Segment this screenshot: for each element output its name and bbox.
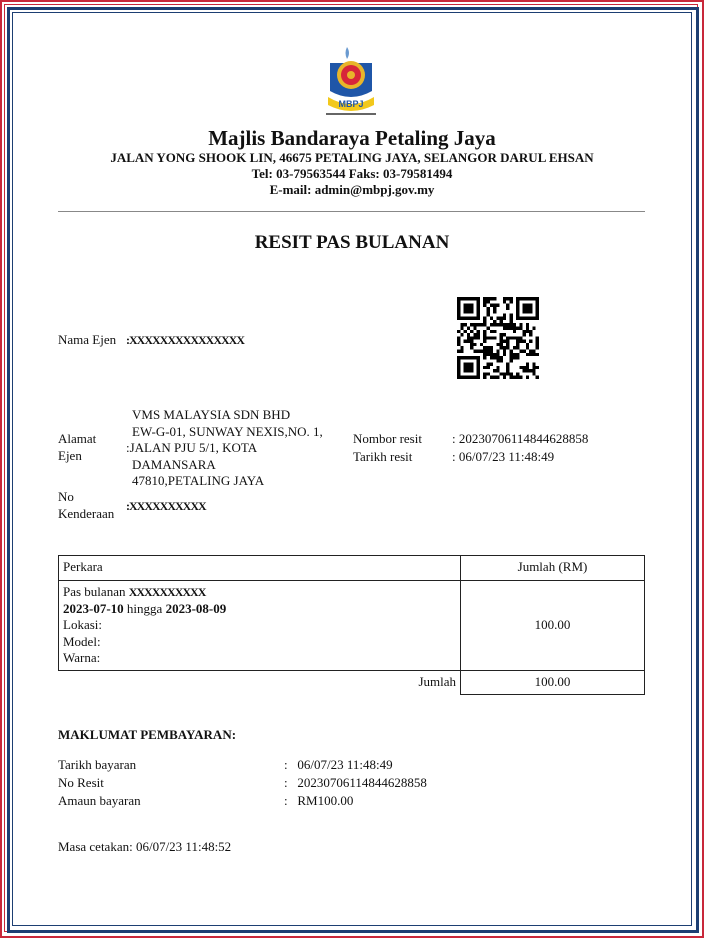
org-phone: Tel: 03-79563544 Faks: 03-79581494	[251, 166, 453, 181]
address-line: VMS MALAYSIA SDN BHD	[132, 407, 291, 422]
org-name: Majlis Bandaraya Petaling Jaya	[208, 126, 496, 150]
items-table	[58, 555, 645, 695]
payment-label: Tarikh bayaran	[58, 757, 137, 772]
address-line: DAMANSARA	[132, 456, 216, 472]
date-from: 2023-07-10	[63, 600, 124, 616]
pass-label: Pas bulanan	[63, 584, 126, 599]
item-amount: 100.00	[461, 581, 645, 671]
receipt-date-value: : 06/07/23 11:48:49	[452, 449, 555, 464]
address-line: :JALAN PJU 5/1, KOTA	[126, 440, 258, 455]
payment-label: Amaun bayaran	[58, 793, 141, 808]
agent-address	[126, 407, 323, 490]
mbpj-logo	[322, 45, 380, 120]
receipt-number-label: Nombor resit	[353, 431, 422, 446]
vehicle-label-2: Kenderaan	[58, 506, 115, 521]
payment-value: : 20230706114844628858	[284, 775, 427, 790]
org-email: E-mail: admin@mbpj.gov.my	[269, 182, 435, 197]
col-amount: Jumlah (RM)	[461, 556, 645, 581]
address-line: 47810,PETALING JAYA	[132, 473, 265, 488]
date-to: 2023-08-09	[165, 600, 227, 616]
payment-value: : 06/07/23 11:48:49	[284, 757, 393, 772]
vehicle-label-1: No	[58, 489, 74, 504]
payment-label: No Resit	[58, 775, 104, 790]
col-item: Perkara	[59, 556, 461, 581]
agent-name-label: Nama Ejen	[58, 332, 117, 347]
divider	[58, 211, 645, 212]
model: Model:	[63, 633, 101, 649]
document-title: RESIT PAS BULANAN	[254, 232, 450, 253]
total-value: 100.00	[461, 670, 645, 695]
payment-value: : RM100.00	[284, 793, 354, 808]
pass-value: XXXXXXXXXX	[128, 585, 206, 599]
qr-code	[457, 297, 539, 379]
table-header-row	[59, 556, 645, 581]
agent-address-label-2: Ejen	[58, 448, 82, 463]
agent-name-value: :XXXXXXXXXXXXXXX	[126, 333, 244, 347]
payment-heading: MAKLUMAT PEMBAYARAN:	[58, 727, 237, 742]
item-cell	[59, 581, 461, 671]
receipt-date-label: Tarikh resit	[353, 449, 413, 464]
org-address: JALAN YONG SHOOK LIN, 46675 PETALING JAYA, SELANGOR DARUL EHSAN	[110, 150, 594, 165]
print-time: Masa cetakan: 06/07/23 11:48:52	[58, 839, 232, 854]
location: Lokasi:	[63, 617, 102, 632]
color: Warna:	[63, 650, 101, 665]
vehicle-value: :XXXXXXXXXX	[126, 499, 206, 513]
receipt-number-value: : 20230706114844628858	[452, 431, 589, 446]
agent-address-label-1: Alamat	[58, 431, 97, 446]
total-label: Jumlah	[418, 673, 456, 689]
address-line: EW-G-01, SUNWAY NEXIS,NO. 1,	[132, 423, 323, 439]
svg-text:MBPJ: MBPJ	[338, 99, 364, 109]
table-row	[59, 581, 645, 671]
date-sep: hingga	[126, 600, 163, 616]
total-row	[59, 670, 645, 695]
